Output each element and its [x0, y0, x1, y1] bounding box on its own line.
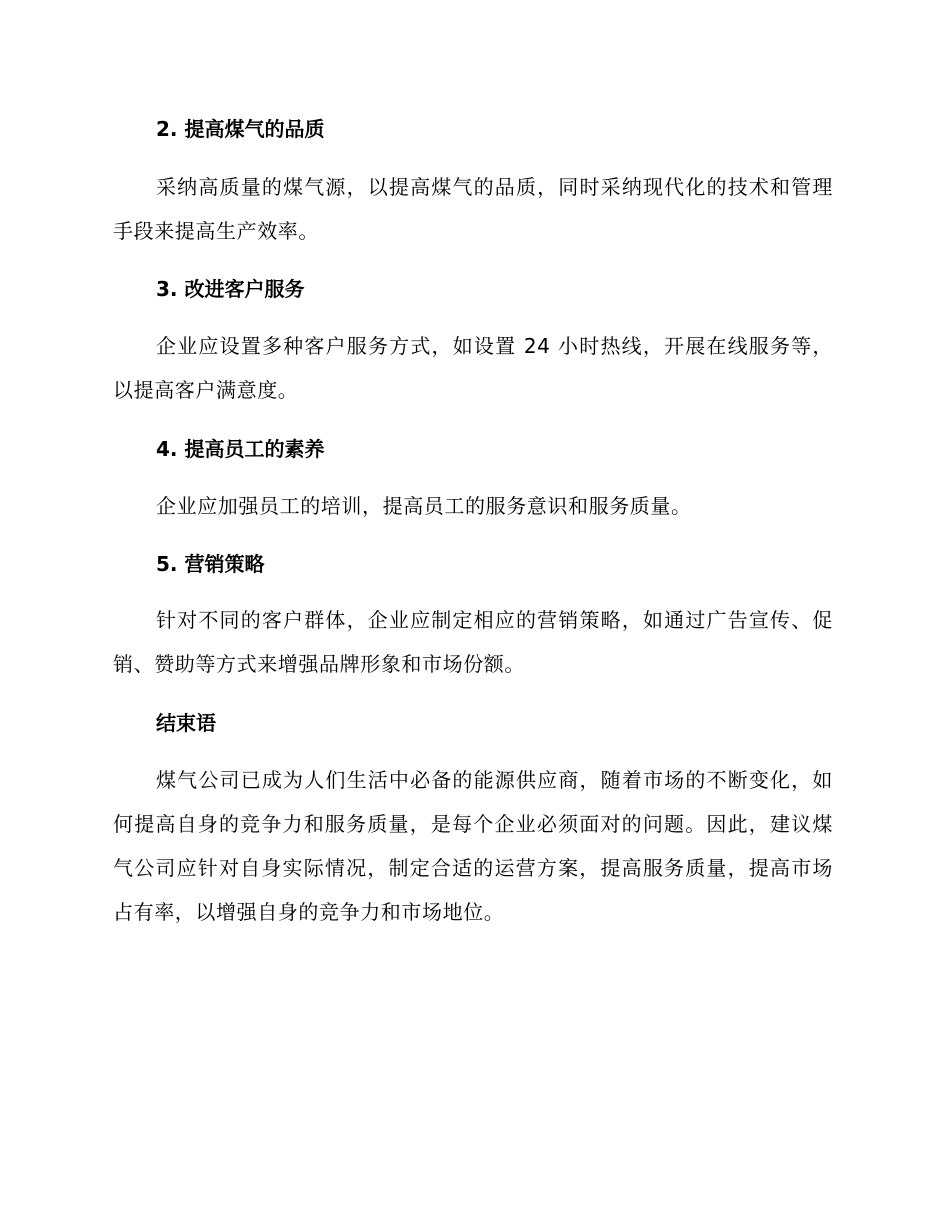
section-body-customer-service: 企业应设置多种客户服务方式，如设置 24 小时热线，开展在线服务等，以提高客户满意度。 — [113, 334, 833, 402]
section-heading-quality: 2. 提高煤气的品质 — [156, 117, 325, 141]
section-heading-customer-service: 3. 改进客户服务 — [156, 277, 305, 301]
section-body-staff: 企业应加强员工的培训，提高员工的服务意识和服务质量。 — [156, 494, 692, 518]
section-body-conclusion: 煤气公司已成为人们生活中必备的能源供应商，随着市场的不断变化，如何提高自身的竞争力和服务质量，是每个企业必须面对的问题。因此，建议煤气公司应针对自身实际情况，制定合适的运营方案，提高服务质量，提高市场占有率，以增强自身的竞争力和市场地位。 — [113, 768, 833, 924]
section-heading-staff: 4. 提高员工的素养 — [156, 437, 325, 461]
section-body-quality: 采纳高质量的煤气源，以提高煤气的品质，同时采纳现代化的技术和管理手段来提高生产效率。 — [113, 175, 833, 243]
section-body-marketing: 针对不同的客户群体，企业应制定相应的营销策略，如通过广告宣传、促销、赞助等方式来增强品牌形象和市场份额。 — [113, 608, 833, 676]
section-heading-marketing: 5. 营销策略 — [156, 552, 265, 576]
section-heading-conclusion: 结束语 — [156, 711, 216, 735]
